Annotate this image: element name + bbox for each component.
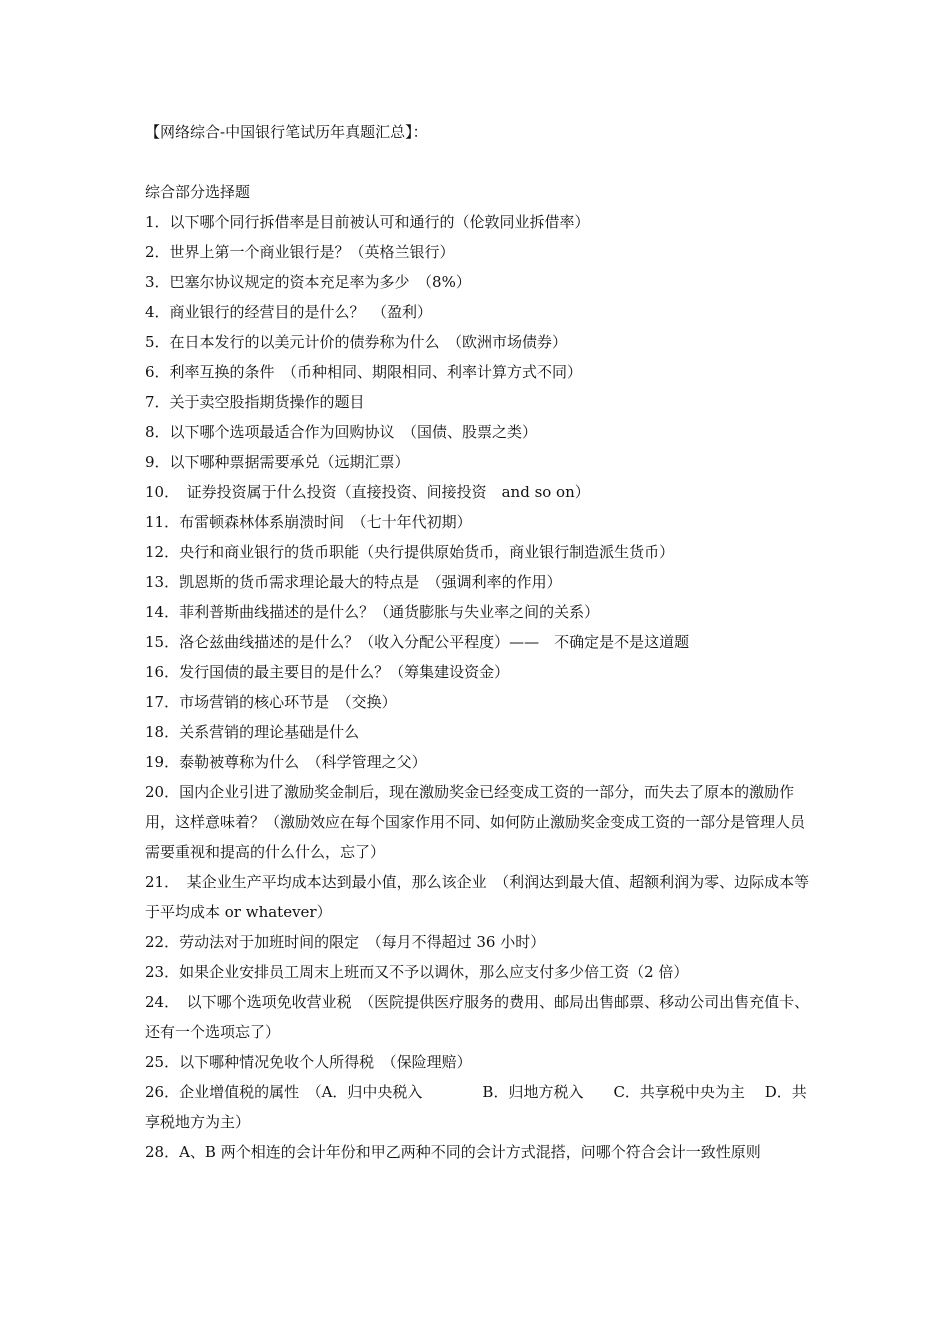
question-item: 12．央行和商业银行的货币职能（央行提供原始货币，商业银行制造派生货币） bbox=[145, 543, 675, 561]
question-item: 20．国内企业引进了激励奖金制后，现在激励奖金已经变成工资的一部分，而失去了原本的激励作用，这样意味着？（激励效应在每个国家作用不同、如何防止激励奖金变成工资的一部分是管理人员需要重视和提高的什么什么，忘了） bbox=[145, 783, 806, 861]
document-body bbox=[145, 117, 810, 1167]
question-item: 9．以下哪种票据需要承兑（远期汇票） bbox=[145, 453, 410, 471]
question-item: 24． 以下哪个选项免收营业税 （医院提供医疗服务的费用、邮局出售邮票、移动公司出售充值卡、还有一个选项忘了） bbox=[145, 993, 810, 1041]
question-item: 7．关于卖空股指期货操作的题目 bbox=[145, 393, 365, 411]
question-item: 14．菲利普斯曲线描述的是什么？（通货膨胀与失业率之间的关系） bbox=[145, 603, 600, 621]
question-item: 1．以下哪个同行拆借率是目前被认可和通行的（伦敦同业拆借率） bbox=[145, 213, 590, 231]
question-item: 22．劳动法对于加班时间的限定 （每月不得超过 36 小时） bbox=[145, 933, 546, 951]
section-heading: 综合部分选择题 bbox=[145, 183, 251, 201]
question-item: 21． 某企业生产平均成本达到最小值，那么该企业 （利润达到最大值、超额利润为零、边际成本等于平均成本 or whatever） bbox=[145, 873, 810, 921]
question-item: 4．商业银行的经营目的是什么？ （盈利） bbox=[145, 303, 433, 321]
question-item: 5．在日本发行的以美元计价的债券称为什么 （欧洲市场债券） bbox=[145, 333, 568, 351]
question-item: 11．布雷顿森林体系崩溃时间 （七十年代初期） bbox=[145, 513, 472, 531]
blank-line bbox=[145, 147, 810, 177]
question-item: 10． 证券投资属于什么投资（直接投资、间接投资 and so on） bbox=[145, 483, 590, 501]
question-item: 25．以下哪种情况免收个人所得税 （保险理赔） bbox=[145, 1053, 472, 1071]
question-item: 26．企业增值税的属性 （A．归中央税入 B．归地方税入 C．共享税中央为主 D．共享税地方为主） bbox=[145, 1083, 807, 1131]
question-item: 8．以下哪个选项最适合作为回购协议 （国债、股票之类） bbox=[145, 423, 538, 441]
question-item: 3．巴塞尔协议规定的资本充足率为多少 （8%） bbox=[145, 273, 471, 291]
question-list bbox=[145, 207, 810, 1167]
question-item: 23．如果企业安排员工周末上班而又不予以调休，那么应支付多少倍工资（2 倍） bbox=[145, 963, 689, 981]
document-title: 【网络综合-中国银行笔试历年真题汇总】： bbox=[145, 123, 428, 141]
question-item: 2．世界上第一个商业银行是？（英格兰银行） bbox=[145, 243, 455, 261]
question-item: 13．凯恩斯的货币需求理论最大的特点是 （强调利率的作用） bbox=[145, 573, 562, 591]
question-item: 15．洛仑兹曲线描述的是什么？（收入分配公平程度）—— 不确定是不是这道题 bbox=[145, 633, 690, 651]
question-item: 6．利率互换的条件 （币种相同、期限相同、利率计算方式不同） bbox=[145, 363, 583, 381]
question-item: 17．市场营销的核心环节是 （交换） bbox=[145, 693, 397, 711]
question-item: 16．发行国债的最主要目的是什么？（筹集建设资金） bbox=[145, 663, 510, 681]
question-item: 28．A、B 两个相连的会计年份和甲乙两种不同的会计方式混搭，问哪个符合会计一致性原则 bbox=[145, 1143, 761, 1161]
question-item: 18．关系营销的理论基础是什么 bbox=[145, 723, 360, 741]
question-item: 19．泰勒被尊称为什么 （科学管理之父） bbox=[145, 753, 427, 771]
